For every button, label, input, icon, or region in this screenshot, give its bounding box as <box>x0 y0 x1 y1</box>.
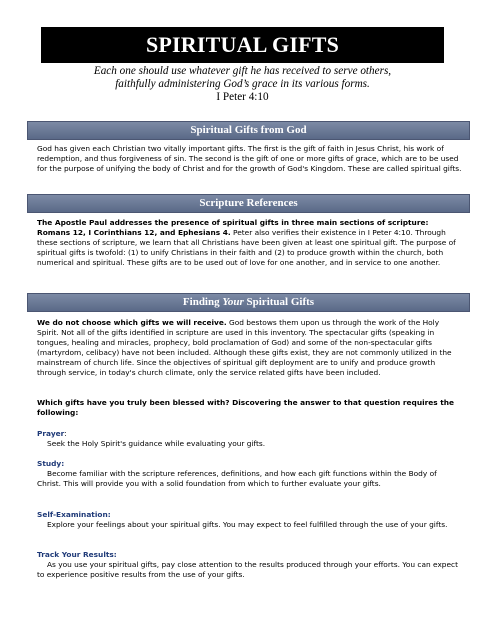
step-text-self-examination: Explore your feelings about your spiritual gifts. You may expect to feel fulfilled through the use of your gifts. <box>47 520 448 529</box>
step-label-track-results: Track Your Results: <box>37 550 117 559</box>
finding-body-text: God bestows them upon us through the work of the Holy Spirit. Not all of the gifts identified in scripture are used in this inventory. The spectacular gifts (speaking in tongues, healing and miracles, prophecy, bold proclamation of God) and some of the non-spectacular gifts (martyrdom, celibacy) have not been included. Although these gifts exist, they are not commonly utilized in the mainstream of church life. Since the objectives of spiritual gift deployment are to unify and produce growth through service, in today's church climate, only the service related gifts have been included. <box>37 318 452 377</box>
section-header-gifts-from-god: Spiritual Gifts from God <box>27 121 470 140</box>
step-label-prayer-suffix: : <box>64 429 67 438</box>
step-text-study: Become familiar with the scripture references, definitions, and how each gift functions within the Body of Christ. This will provide you with a solid foundation from which to further evaluate your gifts. <box>37 469 437 488</box>
epigraph-line-2: faithfully administering God’s grace in its various forms. <box>115 78 370 90</box>
step-label-prayer: Prayer <box>37 429 65 438</box>
step-track-results <box>37 550 462 580</box>
section-body-finding-your-gifts <box>37 318 462 378</box>
section-header-scripture-references: Scripture References <box>27 194 470 213</box>
step-label-self-examination: Self-Examination: <box>37 510 111 519</box>
epigraph-line-1: Each one should use whatever gift he has received to serve others, <box>93 65 392 77</box>
finding-question-text: Which gifts have you truly been blessed with? Discovering the answer to that question requires the following: <box>37 398 455 417</box>
section-header-finding-your-gifts <box>27 293 470 312</box>
step-text-prayer: Seek the Holy Spirit's guidance while evaluating your gifts. <box>47 439 266 448</box>
finding-header-em: Your <box>222 296 244 308</box>
scripture-lead-text: The Apostle Paul addresses the presence of spiritual gifts in three main sections of scripture: Romans 12, I Corinthians 12, and Ephesians 4. <box>37 218 429 237</box>
finding-header-post: Spiritual Gifts <box>243 296 315 308</box>
step-label-study: Study: <box>37 459 65 468</box>
gifts-from-god-paragraph: God has given each Christian two vitally important gifts. The first is the gift of faith in Jesus Christ, his work of redemption, and thus forgiveness of sin. The second is the gift of one or more gifts of grace, which are to be used for the purpose of unifying the body of Christ and for the growth of God's Kingdom. These are called spiritual gifts. <box>37 144 462 173</box>
section-body-scripture-references <box>37 218 462 268</box>
step-self-examination <box>37 510 462 530</box>
section-body-gifts-from-god <box>37 144 462 174</box>
scripture-paragraph <box>37 218 462 268</box>
scripture-body-text: Peter also verifies their existence in I Peter 4:10. Through these sections of scripture, we learn that all Christians have been given at least one spiritual gift. The purpose of spiritual gifts is twofold: (1) to unify Christians in their faith and (2) to produce growth within the church, both numerical and spiritual. These gifts are to be used out of love for one another, and in service to one another. <box>37 228 456 267</box>
finding-intro-paragraph <box>37 318 462 378</box>
step-study <box>37 459 462 489</box>
epigraph <box>40 65 445 104</box>
step-text-track-results: As you use your spiritual gifts, pay close attention to the results produced through your efforts. You can expect to experience positive results from the use of your gifts. <box>37 560 459 579</box>
epigraph-reference: I Peter 4:10 <box>216 91 269 103</box>
finding-question <box>37 398 462 418</box>
finding-lead-text: We do not choose which gifts we will receive. <box>37 318 227 327</box>
step-prayer <box>37 429 462 449</box>
finding-header-pre: Finding <box>182 296 223 308</box>
page-title: SPIRITUAL GIFTS <box>41 27 444 63</box>
